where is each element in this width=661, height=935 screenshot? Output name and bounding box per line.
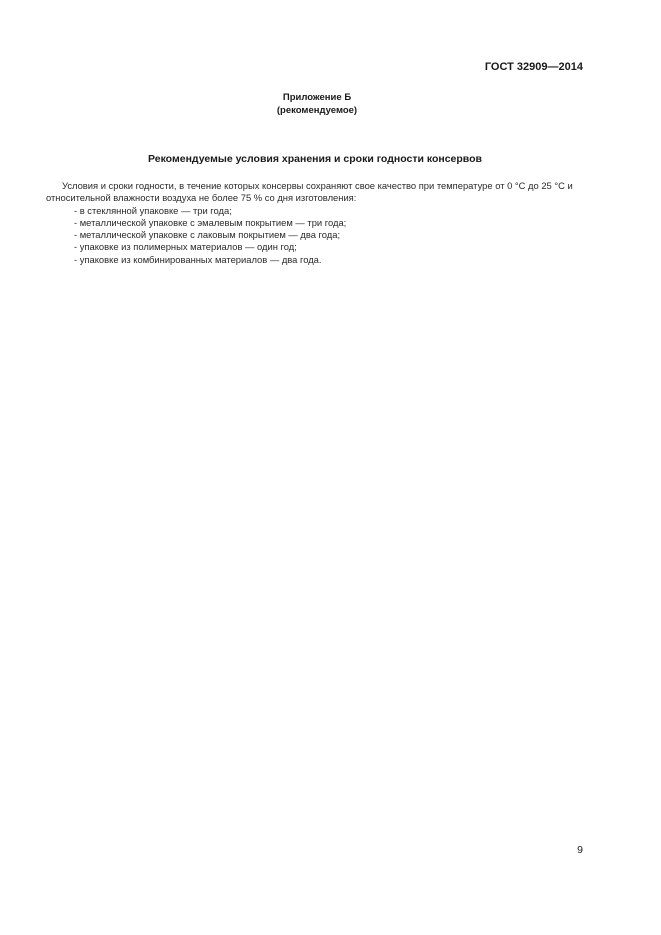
appendix-title: Приложение Б	[282, 92, 352, 103]
body-text	[46, 180, 591, 266]
section-title: Рекомендуемые условия хранения и сроки годности консервов	[147, 153, 482, 165]
list-item: - металлической упаковке с эмалевым покрытием — три года;	[74, 216, 347, 228]
standard-code: ГОСТ 32909—2014	[484, 61, 583, 73]
list-item: - в стеклянной упаковке — три года;	[74, 204, 232, 216]
list-item: - упаковке из комбинированных материалов — два года.	[74, 253, 322, 265]
page-number: 9	[577, 844, 583, 856]
appendix-status: (рекомендуемое)	[276, 105, 358, 116]
appendix-heading	[0, 91, 634, 117]
intro-paragraph: Условия и сроки годности, в течение которых консервы сохраняют свое качество при температуре от 0 °С до 25 °С и относительной влажности воздуха не более 75 % со дня изготовления:	[46, 180, 573, 204]
storage-conditions-list	[46, 205, 591, 266]
list-item: - металлической упаковке с лаковым покрытием — два года;	[74, 229, 341, 241]
list-item: - упаковке из полимерных материалов — один год;	[74, 241, 297, 253]
